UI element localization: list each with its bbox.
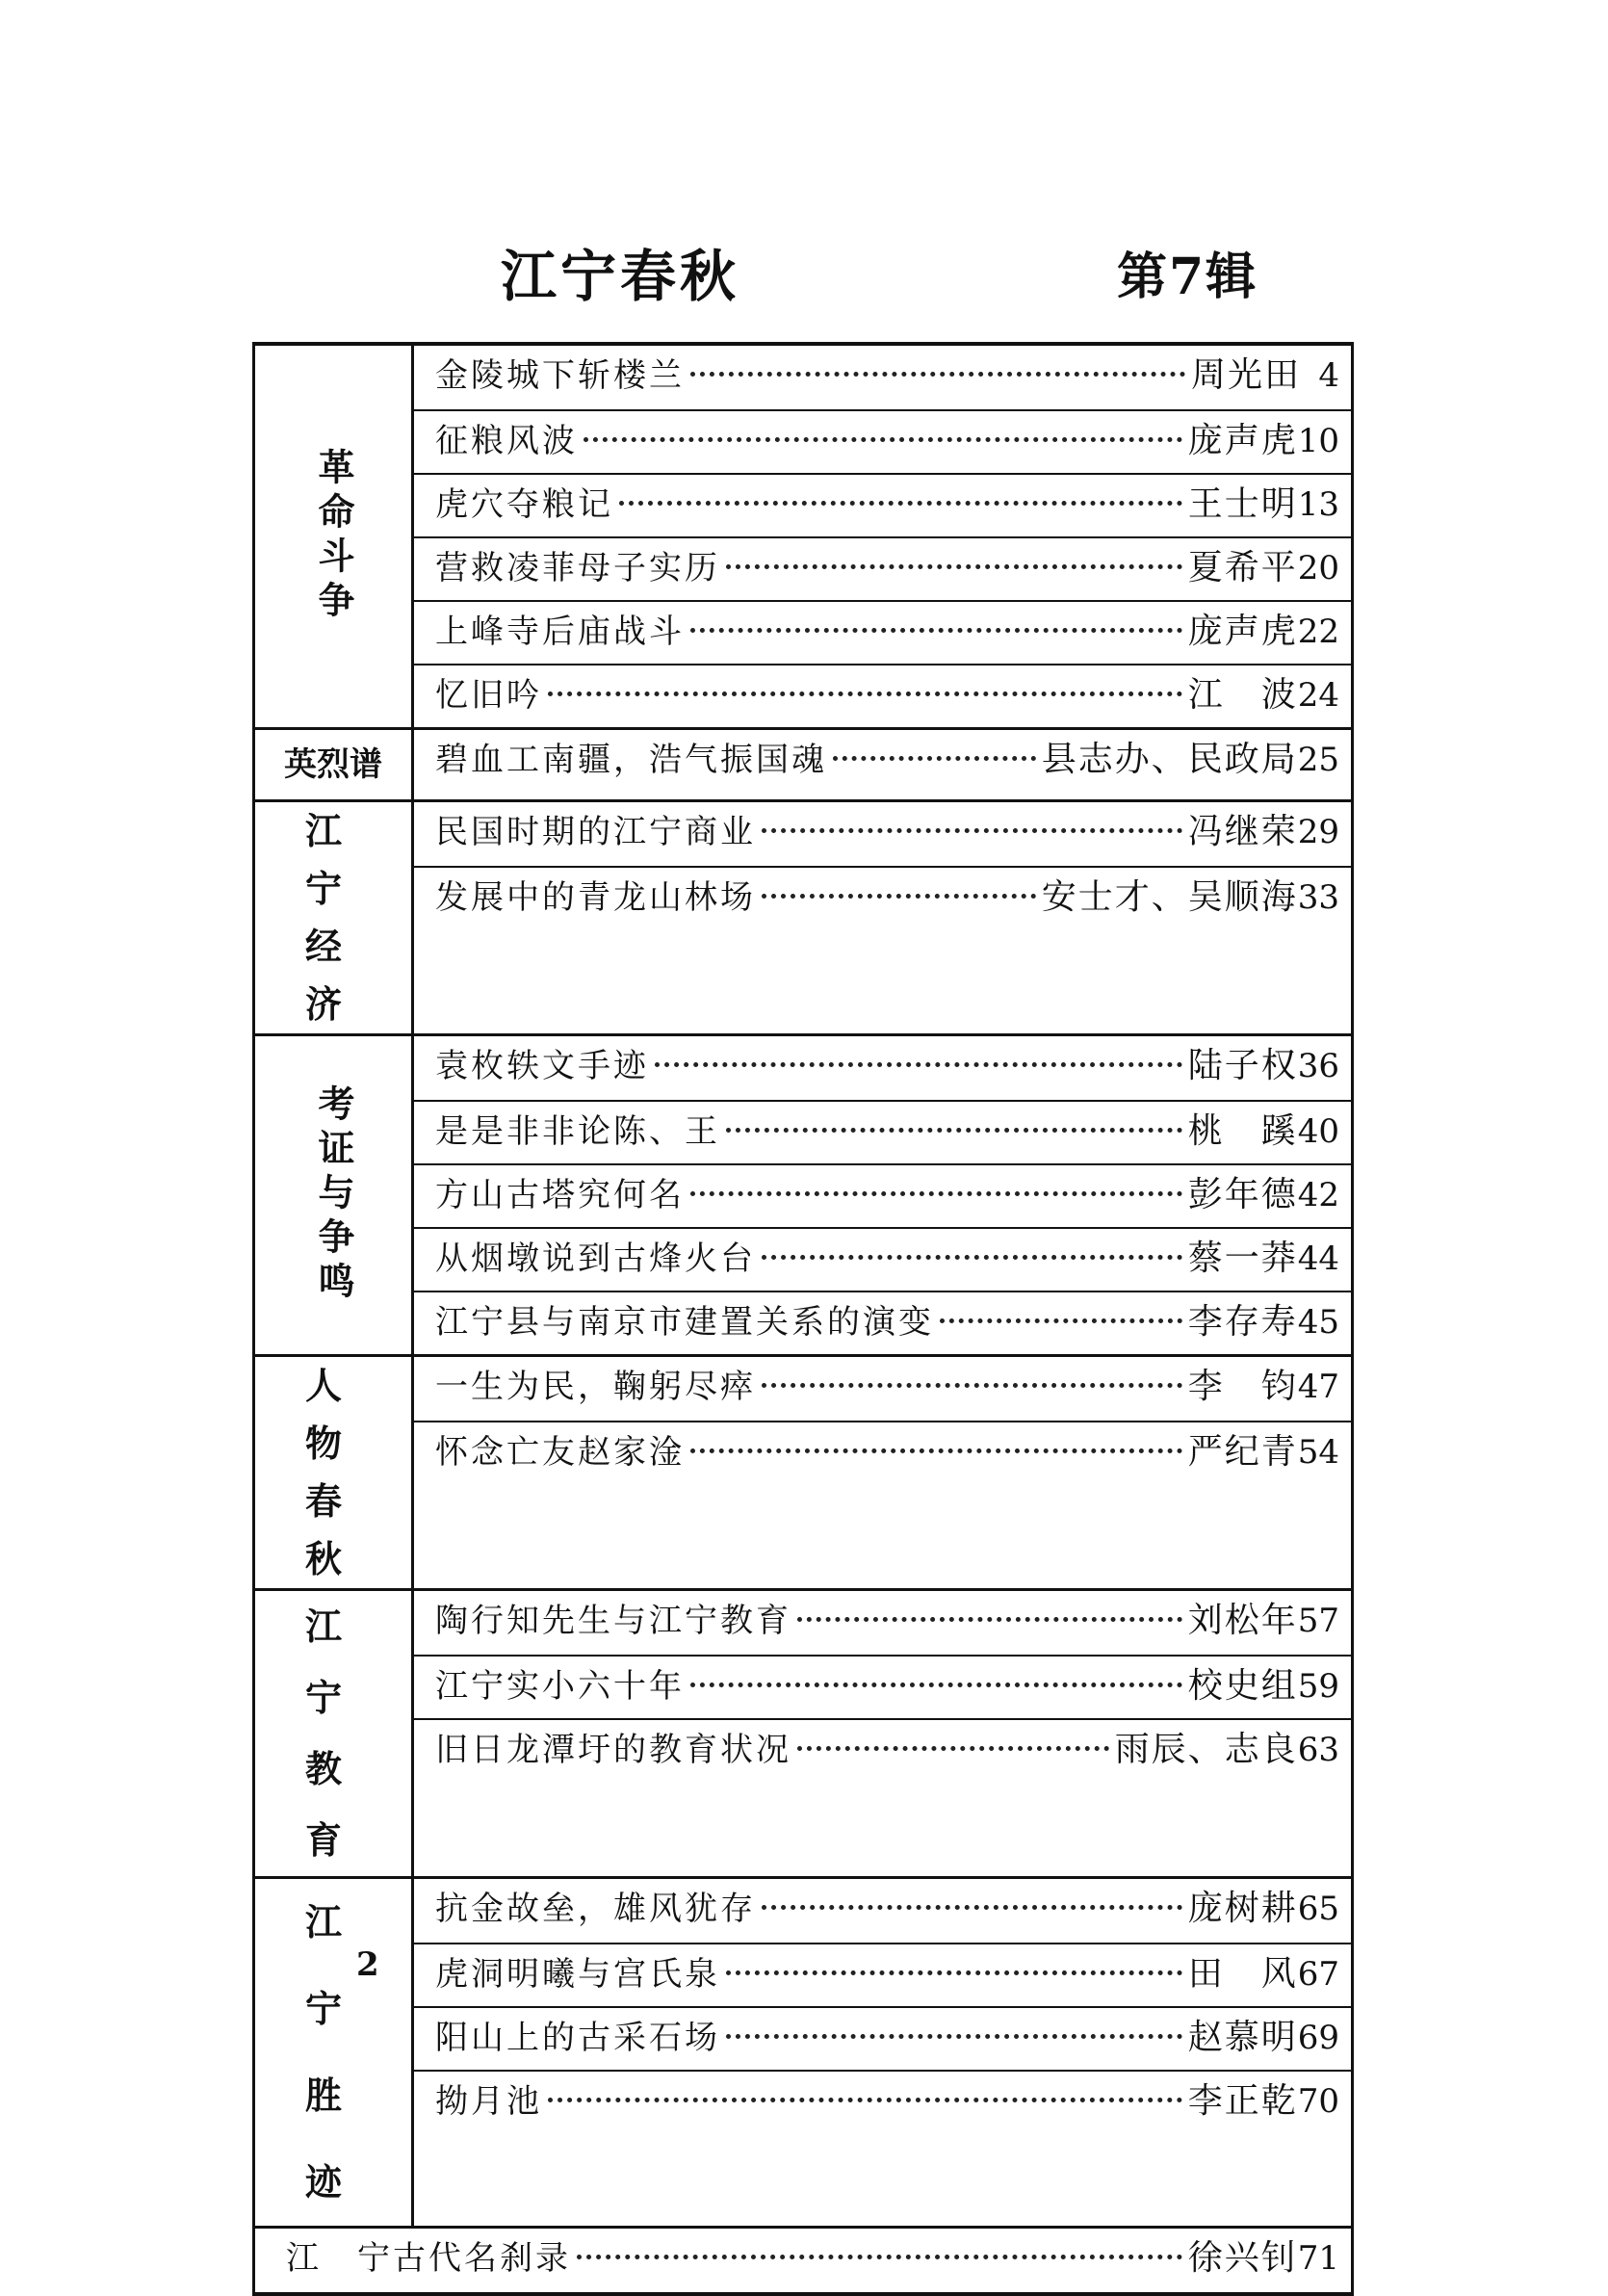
- entry-author: 李存寿: [1187, 1302, 1298, 1342]
- entry-page: 70: [1297, 2082, 1339, 2121]
- entry-author: 夏希平: [1187, 548, 1298, 587]
- entry-title: 虎洞明曦与宫氏泉: [435, 1955, 720, 1994]
- dot-leader: [726, 1128, 1182, 1133]
- entry-page: 33: [1297, 878, 1339, 917]
- entry-title: 虎穴夺粮记: [435, 485, 613, 524]
- entry-author: 彭年德: [1187, 1175, 1298, 1214]
- dot-leader: [655, 1062, 1182, 1067]
- section-label: 江宁教育: [304, 1605, 361, 1862]
- entry-author: 冯继荣: [1187, 812, 1298, 851]
- toc-entry[interactable]: [414, 1421, 1351, 1484]
- entry-title: 营救凌菲母子实历: [435, 549, 720, 587]
- entry-page: 10: [1297, 422, 1339, 460]
- entry-title: 忆旧吟: [435, 676, 542, 715]
- entry-author: 周光田: [1190, 355, 1301, 395]
- dot-leader: [690, 1448, 1182, 1453]
- dot-leader: [726, 1970, 1182, 1975]
- section-economy: [255, 799, 1351, 1033]
- entry-author: 庞声虎: [1187, 421, 1298, 460]
- entry-page: 40: [1297, 1112, 1339, 1151]
- dot-leader: [762, 1255, 1182, 1260]
- entry-page: 4: [1318, 356, 1339, 395]
- section-revolutionary-struggle: [255, 346, 1351, 727]
- dot-leader: [762, 1383, 1182, 1388]
- toc-entry[interactable]: [414, 1357, 1351, 1421]
- entry-page: 67: [1297, 1955, 1339, 1994]
- entry-author: 王士明: [1187, 484, 1298, 524]
- dot-leader: [797, 1746, 1109, 1751]
- entry-author: 严纪青: [1187, 1432, 1298, 1472]
- entry-page: 44: [1297, 1239, 1339, 1278]
- entry-author: 县志办、民政局: [1041, 740, 1298, 779]
- entry-title: 抗金故垒，雄风犹存: [435, 1890, 756, 1928]
- entry-author: 田 风: [1187, 1954, 1298, 1994]
- toc-entry[interactable]: [414, 1655, 1351, 1718]
- entry-title: 是是非非论陈、王: [435, 1112, 720, 1151]
- entry-title: 上峰寺后庙战斗: [435, 613, 685, 651]
- toc-entry[interactable]: [414, 802, 1351, 866]
- dot-leader: [690, 1191, 1182, 1196]
- entry-title: 民国时期的江宁商业: [435, 813, 756, 851]
- entry-author: 桃 蹊: [1187, 1111, 1298, 1151]
- entry-page: 25: [1297, 741, 1339, 779]
- page-number: 2: [356, 1945, 379, 1984]
- entry-page: 24: [1297, 676, 1339, 715]
- entry-list: [414, 346, 1351, 727]
- toc-entry[interactable]: [414, 730, 1351, 794]
- dot-leader: [619, 501, 1182, 506]
- dot-leader: [548, 691, 1182, 696]
- entry-page: 47: [1297, 1368, 1339, 1406]
- entry-page: 20: [1297, 549, 1339, 587]
- section-label: 江宁经济: [304, 809, 361, 1026]
- entry-list: [414, 730, 1351, 799]
- section-label: 考证与争鸣: [312, 1084, 355, 1306]
- entry-title: 江宁实小六十年: [435, 1667, 685, 1706]
- dot-leader: [577, 2255, 1182, 2259]
- toc-entry[interactable]: [414, 2070, 1351, 2133]
- entry-title: 江 宁古代名刹录: [286, 2239, 571, 2278]
- entry-author: 雨辰、志良: [1114, 1730, 1298, 1769]
- dot-leader: [762, 894, 1036, 899]
- toc-entry[interactable]: [414, 1227, 1351, 1291]
- toc-entry[interactable]: [414, 1163, 1351, 1227]
- toc-entry[interactable]: [414, 536, 1351, 600]
- entry-title: 碧血工南疆，浩气振国魂: [435, 741, 827, 779]
- entry-author: 徐兴钊: [1187, 2238, 1298, 2278]
- toc-entry[interactable]: [414, 600, 1351, 664]
- entry-page: 65: [1297, 1890, 1339, 1928]
- toc-entry[interactable]: [414, 664, 1351, 727]
- entry-page: 71: [1297, 2239, 1339, 2278]
- section-label: 人物春秋: [304, 1364, 361, 1580]
- entry-list: [414, 1357, 1351, 1588]
- entry-page: 13: [1297, 485, 1339, 524]
- entry-author: 陆子权: [1187, 1046, 1298, 1085]
- entry-author: 蔡一莽: [1187, 1239, 1298, 1278]
- entry-page: 42: [1297, 1176, 1339, 1214]
- entry-page: 29: [1297, 813, 1339, 851]
- entry-title: 陶行知先生与江宁教育: [435, 1602, 791, 1640]
- entry-author: 李正乾: [1187, 2081, 1298, 2121]
- toc-entry[interactable]: [414, 346, 1351, 409]
- entry-author: 赵慕明: [1187, 2018, 1298, 2057]
- entry-title: 从烟墩说到古烽火台: [435, 1239, 756, 1278]
- entry-title: 拗月池: [435, 2082, 542, 2121]
- entry-title: 旧日龙潭圩的教育状况: [435, 1731, 791, 1769]
- dot-leader: [726, 2034, 1182, 2039]
- entry-page: 63: [1297, 1731, 1339, 1769]
- dot-leader: [797, 1617, 1182, 1622]
- entry-page: 36: [1297, 1047, 1339, 1085]
- entry-title: 阳山上的古采石场: [435, 2019, 720, 2057]
- toc-entry[interactable]: [414, 2006, 1351, 2070]
- entry-page: 22: [1297, 613, 1339, 651]
- entry-title: 袁枚轶文手迹: [435, 1047, 649, 1085]
- section-historic-sites: [255, 1876, 1351, 2226]
- issue-label: 第7辑: [1117, 248, 1258, 306]
- entry-author: 校史组: [1187, 1666, 1298, 1706]
- section-temples: [255, 2226, 1351, 2292]
- toc-entry[interactable]: [414, 1879, 1351, 1943]
- entry-list: [414, 1036, 1351, 1354]
- dot-leader: [584, 437, 1182, 442]
- toc-entry[interactable]: [414, 409, 1351, 473]
- entry-list: [414, 1591, 1351, 1876]
- toc-entry[interactable]: [414, 1718, 1351, 1782]
- entry-title: 方山古塔究何名: [435, 1176, 685, 1214]
- section-label: 英烈谱: [284, 745, 382, 784]
- toc-entry[interactable]: [414, 1036, 1351, 1100]
- toc-entry[interactable]: [414, 1943, 1351, 2006]
- dot-leader: [690, 1683, 1182, 1687]
- entry-title: 怀念亡友赵家淦: [435, 1433, 685, 1472]
- section-research-debate: [255, 1033, 1351, 1354]
- section-label: 江宁胜迹: [304, 1900, 361, 2204]
- entry-page: 59: [1297, 1667, 1339, 1706]
- section-label: 革命斗争: [312, 448, 355, 625]
- entry-author: 李 钧: [1187, 1367, 1298, 1406]
- dot-leader: [690, 628, 1182, 633]
- dot-leader: [940, 1318, 1182, 1323]
- entry-list: [414, 802, 1351, 1033]
- entry-title: 一生为民，鞠躬尽瘁: [435, 1368, 756, 1406]
- toc-entry[interactable]: [414, 1291, 1351, 1354]
- toc-entry[interactable]: [414, 866, 1351, 929]
- dot-leader: [548, 2098, 1182, 2102]
- entry-page: 57: [1297, 1602, 1339, 1640]
- toc-entry[interactable]: [414, 1591, 1351, 1655]
- entry-title: 江宁县与南京市建置关系的演变: [435, 1303, 934, 1342]
- toc-entry[interactable]: [414, 1100, 1351, 1163]
- entry-title: 征粮风波: [435, 422, 578, 460]
- dot-leader: [726, 564, 1182, 569]
- section-education: [255, 1588, 1351, 1876]
- entry-page: 69: [1297, 2019, 1339, 2057]
- dot-leader: [833, 756, 1036, 761]
- page-title: 江宁春秋: [501, 244, 740, 309]
- entry-list: [414, 1879, 1351, 2226]
- table-of-contents: [252, 342, 1354, 2296]
- entry-author: 安士才、吴顺海: [1041, 877, 1298, 917]
- toc-entry[interactable]: [255, 2229, 1351, 2292]
- section-martyrs: [255, 727, 1351, 799]
- entry-title: 金陵城下斩楼兰: [435, 356, 685, 395]
- dot-leader: [762, 1905, 1182, 1910]
- entry-page: 45: [1297, 1303, 1339, 1342]
- entry-author: 庞声虎: [1187, 612, 1298, 651]
- entry-author: 刘松年: [1187, 1601, 1298, 1640]
- entry-page: 54: [1297, 1433, 1339, 1472]
- entry-title: 发展中的青龙山林场: [435, 878, 756, 917]
- dot-leader: [762, 828, 1182, 833]
- entry-author: 庞树耕: [1187, 1889, 1298, 1928]
- section-people: [255, 1354, 1351, 1588]
- entry-author: 江 波: [1187, 675, 1298, 715]
- toc-entry[interactable]: [414, 473, 1351, 536]
- dot-leader: [690, 372, 1185, 377]
